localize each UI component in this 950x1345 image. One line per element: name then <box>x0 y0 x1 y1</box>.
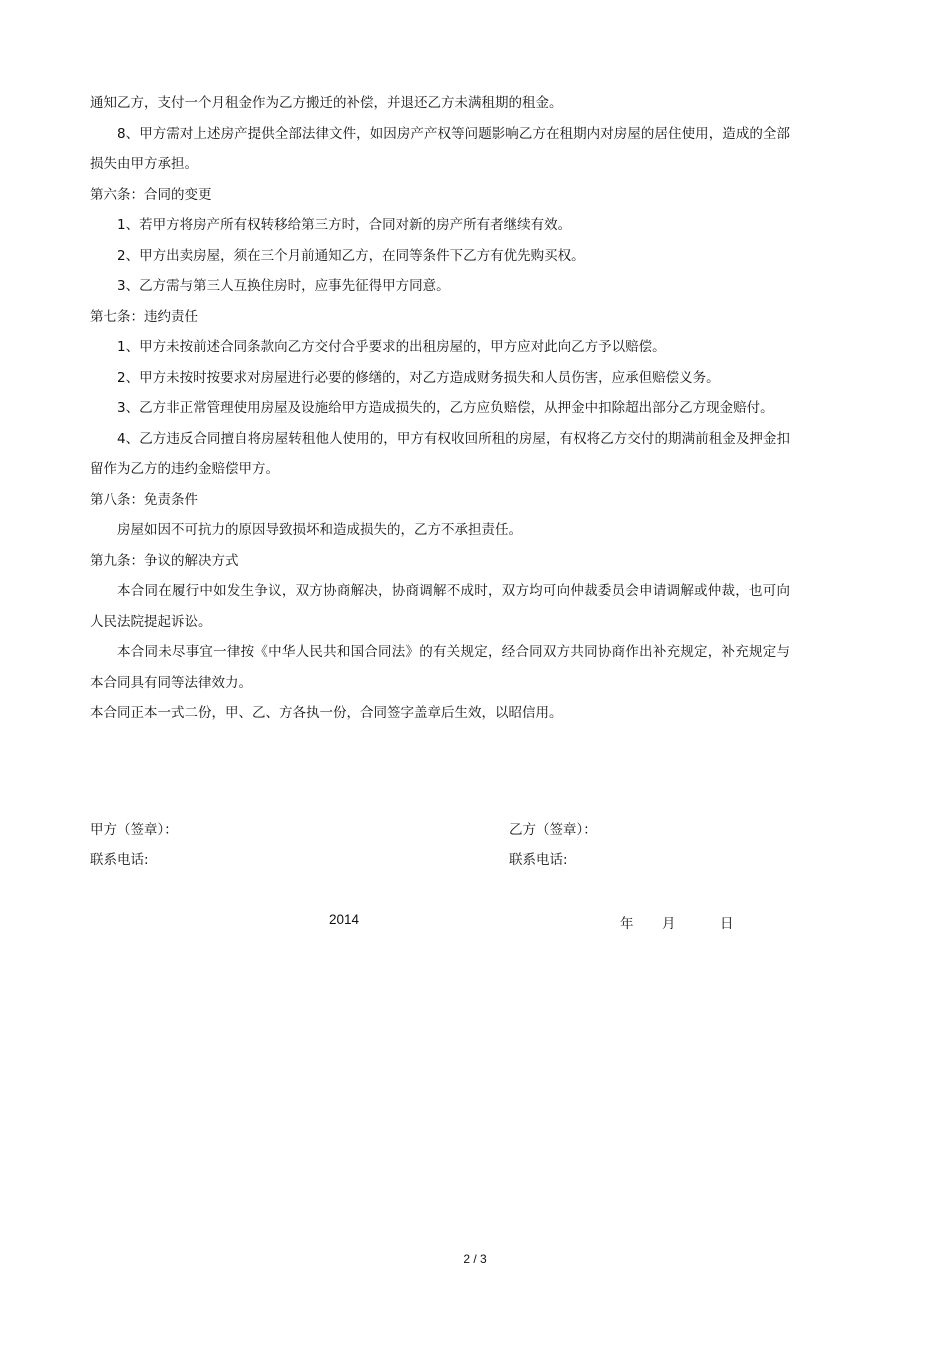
paragraph-article-6-item-2: 2、甲方出卖房屋，须在三个月前通知乙方，在同等条件下乙方有优先购买权。 <box>117 247 585 264</box>
paragraph-article-9-supplement: 本合同未尽事宜一律按《中华人民共和国合同法》的有关规定，经合同双方共同协商作出补充规定，补充规定与本合同具有同等法律效力。 <box>90 644 790 691</box>
paragraph-0: 通知乙方，支付一个月租金作为乙方搬迁的补偿，并退还乙方未满租期的租金。 <box>90 95 563 111</box>
paragraph-article-7-item-1: 1、甲方未按前述合同条款向乙方交付合乎要求的出租房屋的，甲方应对此向乙方予以赔偿。 <box>117 339 666 355</box>
paragraph-article-6-item-3: 3、乙方需与第三人互换住房时，应事先征得甲方同意。 <box>117 278 450 294</box>
contract-body <box>90 88 790 729</box>
date-day-unit: 日 <box>720 916 734 932</box>
paragraph-copies: 本合同正本一式二份，甲、乙、方各执一份，合同签字盖章后生效，以昭信用。 <box>90 705 563 721</box>
section-heading-article-6: 第六条：合同的变更 <box>90 186 212 203</box>
party-a-phone-label: 联系电话: <box>90 852 149 868</box>
date-year-unit: 年 <box>620 916 634 932</box>
date-year-value: 2014 <box>329 912 360 927</box>
party-a-signature-block <box>90 815 178 875</box>
paragraph-article-8: 房屋如因不可抗力的原因导致损坏和造成损失的，乙方不承担责任。 <box>117 522 522 538</box>
paragraph-clause-8: 8、甲方需对上述房产提供全部法律文件，如因房产产权等问题影响乙方在租期内对房屋的居住使用，造成的全部损失由甲方承担。 <box>90 125 790 172</box>
party-b-signature-block <box>509 815 597 875</box>
page-number: 2 / 3 <box>463 1252 487 1266</box>
date-month-unit: 月 <box>662 916 676 932</box>
paragraph-article-6-item-1: 1、若甲方将房产所有权转移给第三方时，合同对新的房产所有者继续有效。 <box>117 217 572 233</box>
section-heading-article-8: 第八条：免责条件 <box>90 491 198 508</box>
section-heading-article-7: 第七条：违约责任 <box>90 308 198 325</box>
party-b-phone-label: 联系电话: <box>509 852 568 868</box>
party-b-sign-label: 乙方（签章）： <box>509 822 597 838</box>
paragraph-article-7-item-2: 2、甲方未按时按要求对房屋进行必要的修缮的，对乙方造成财务损失和人员伤害，应承但赔偿义务。 <box>117 369 720 386</box>
paragraph-article-9-dispute: 本合同在履行中如发生争议，双方协商解决，协商调解不成时，双方均可向仲裁委员会申请调解或仲裁，也可向人民法院提起诉讼。 <box>90 583 790 630</box>
paragraph-article-7-item-4: 4、乙方违反合同擅自将房屋转租他人使用的，甲方有权收回所租的房屋，有权将乙方交付的期满前租金及押金扣留作为乙方的违约金赔偿甲方。 <box>90 430 790 477</box>
paragraph-article-7-item-3: 3、乙方非正常管理使用房屋及设施给甲方造成损失的，乙方应负赔偿，从押金中扣除超出部分乙方现金赔付。 <box>117 400 774 416</box>
section-heading-article-9: 第九条：争议的解决方式 <box>90 552 239 569</box>
party-a-sign-label: 甲方（签章）： <box>90 822 178 838</box>
